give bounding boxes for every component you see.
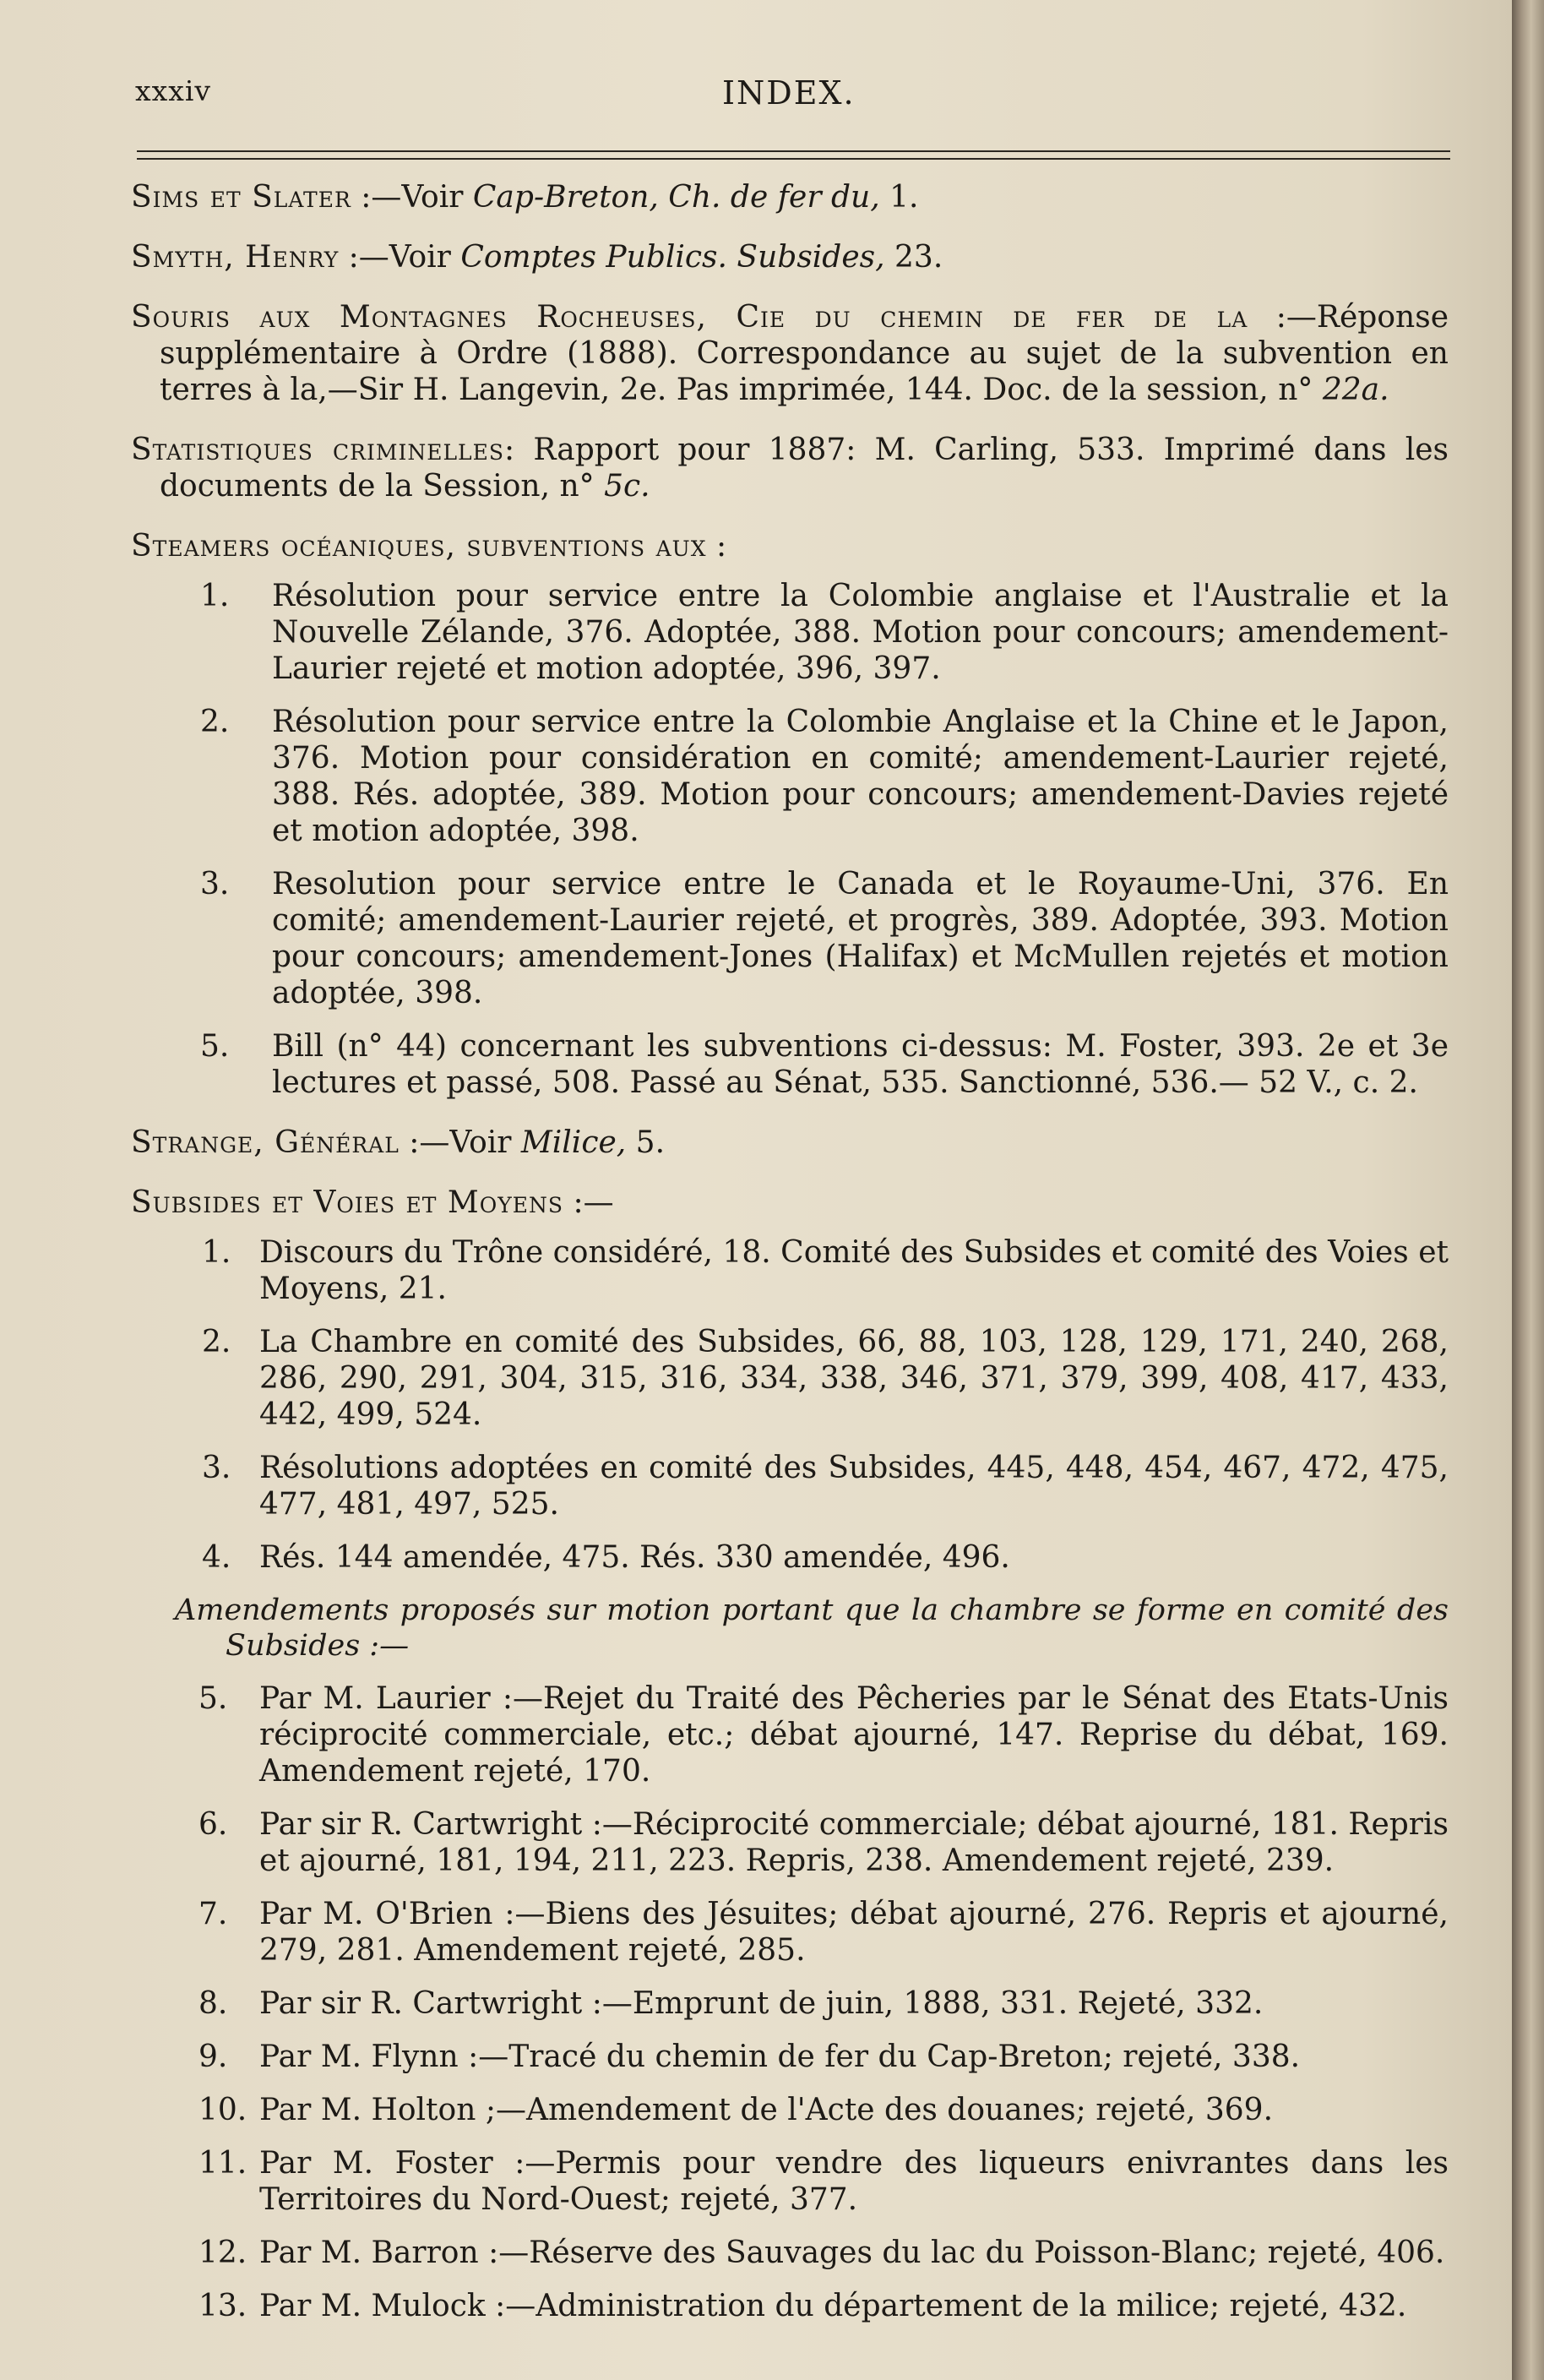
list-item [131, 2039, 1449, 2075]
item-text: Résolutions adoptées en comité des Subsides, 445, 448, 454, 467, 472, 475, 477, 481, 497, 525. [259, 1451, 1449, 1522]
item-number: 8. [198, 1986, 228, 2021]
item-text: Discours du Trône considéré, 18. Comité des Subsides et comité des Voies et Moyens, 21. [259, 1235, 1449, 1306]
list-item [131, 1539, 1449, 1576]
item-text: La Chambre en comité des Subsides, 66, 88, 103, 128, 129, 171, 240, 268, 286, 290, 291, 304, 315, 316, 334, 338, 346, 371, 379, 399, 408, 417, 433, 442, 499, 524. [259, 1325, 1449, 1432]
entry-reference: Comptes Publics. Subsides, [460, 240, 885, 275]
index-entry-subsides [131, 1185, 1449, 1221]
item-number: 1. [200, 579, 230, 613]
item-number: 12. [198, 2236, 247, 2270]
entry-heading: Steamers océaniques, subventions aux [131, 529, 707, 564]
item-number: 2. [200, 705, 230, 739]
entry-separator: : [706, 529, 727, 564]
item-text: Par sir R. Cartwright :—Emprunt de juin, 1888, 331. Rejeté, 332. [259, 1986, 1264, 2021]
item-number: 7. [198, 1897, 228, 1931]
item-text: Par M. O'Brien :—Biens des Jésuites; débat ajourné, 276. Repris et ajourné, 279, 281. Amendement rejeté, 285. [259, 1897, 1449, 1968]
book-spine-edge [1512, 0, 1544, 2380]
list-item [131, 1806, 1449, 1879]
list-item [131, 2235, 1449, 2271]
item-number: 3. [200, 867, 230, 901]
list-item [131, 1680, 1449, 1789]
entry-reference: 22a. [1322, 373, 1389, 407]
entry-tail: 5. [626, 1125, 666, 1160]
item-text: Bill (n° 44) concernant les subventions ci-dessus: M. Foster, 393. 2e et 3e lectures et passé, 508. Passé au Sénat, 535. Sanctionné, 536.— 52 V., c. 2. [272, 1029, 1449, 1100]
item-text: Par M. Foster :—Permis pour vendre des liqueurs enivrantes dans les Territoires du Nord-Ouest; rejeté, 377. [259, 2146, 1449, 2217]
item-text: Résolution pour service entre la Colombie Anglaise et la Chine et le Japon, 376. Motion pour considération en comité; amendement-Laurier rejeté, 388. Rés. adoptée, 389. Motion pour concours; amendement-Davies rejeté et motion adoptée, 398. [272, 705, 1449, 848]
item-number: 1. [202, 1235, 231, 1270]
list-item [131, 2092, 1449, 2128]
list-item [131, 1234, 1449, 1307]
item-number: 4. [202, 1540, 231, 1575]
entry-text: : Rapport pour 1887: M. Carling, 533. Imprimé dans les documents de la Session, n° [160, 433, 1449, 504]
item-text: Par M. Mulock :—Administration du département de la milice; rejeté, 432. [259, 2289, 1407, 2323]
entry-reference: 5c. [604, 469, 650, 504]
list-item [131, 1028, 1449, 1101]
amendments-intro: Amendements proposés sur motion portant que la chambre se forme en comité des Subsides :— [175, 1593, 1449, 1663]
index-entry-sims [131, 179, 1449, 215]
index-entry-smyth [131, 239, 1449, 275]
list-item [131, 1324, 1449, 1433]
index-body [131, 179, 1449, 2341]
list-item [131, 866, 1449, 1011]
index-entry-strange [131, 1125, 1449, 1161]
list-item [131, 704, 1449, 849]
entry-tail: 23. [884, 240, 943, 275]
entry-tail: 1. [879, 180, 919, 215]
entry-reference: Cap-Breton, Ch. de fer du, [472, 180, 880, 215]
entry-heading: Smyth, Henry [131, 240, 340, 275]
running-title: INDEX. [722, 74, 856, 112]
header-double-rule [137, 150, 1450, 160]
entry-reference: Milice, [520, 1125, 627, 1160]
item-text: Resolution pour service entre le Canada et le Royaume-Uni, 376. En comité; amendement-Laurier rejeté, et progrès, 389. Adoptée, 393. Motion pour concours; amendement-Jones (Halifax) et McMullen rejetés et motion adoptée, 398. [272, 867, 1449, 1010]
item-text: Par M. Flynn :—Tracé du chemin de fer du Cap-Breton; rejeté, 338. [259, 2040, 1301, 2074]
index-entry-steamers [131, 528, 1449, 564]
item-number: 3. [202, 1451, 231, 1485]
item-text: Résolution pour service entre la Colombie anglaise et l'Australie et la Nouvelle Zélande, 376. Adoptée, 388. Motion pour concours; amendement-Laurier rejeté et motion adoptée, 396, 397. [272, 579, 1449, 686]
item-number: 2. [202, 1325, 231, 1359]
entry-heading: Strange, Général [131, 1125, 400, 1160]
entry-text: :—Réponse supplémentaire à Ordre (1888). Correspondance au sujet de la subvention en terres à la,—Sir H. Langevin, 2e. Pas imprimée, 144. Doc. de la session, n° [160, 300, 1449, 407]
entry-heading: Subsides et Voies et Moyens [131, 1185, 564, 1220]
item-text: Par M. Holton ;—Amendement de l'Acte des douanes; rejeté, 369. [259, 2093, 1274, 2127]
entry-heading: Sims et Slater [131, 180, 351, 215]
list-item [131, 2145, 1449, 2218]
list-item [131, 1896, 1449, 1969]
item-number: 5. [198, 1681, 228, 1716]
list-item [131, 2288, 1449, 2324]
entry-separator: :—Voir [351, 180, 473, 215]
item-number: 5. [200, 1029, 230, 1064]
item-text: Par sir R. Cartwright :—Réciprocité commerciale; débat ajourné, 181. Repris et ajourné, 181, 194, 211, 223. Repris, 238. Amendement rejeté, 239. [259, 1807, 1449, 1878]
entry-separator: :—Voir [339, 240, 461, 275]
entry-separator: :— [563, 1185, 614, 1220]
item-text: Par M. Barron :—Réserve des Sauvages du lac du Poisson-Blanc; rejeté, 406. [259, 2236, 1445, 2270]
item-number: 10. [198, 2093, 247, 2127]
index-entry-souris [131, 299, 1449, 408]
list-item [131, 1985, 1449, 2022]
index-entry-statistiques [131, 432, 1449, 504]
list-item [131, 578, 1449, 687]
item-number: 13. [198, 2289, 247, 2323]
item-number: 6. [198, 1807, 228, 1842]
entry-heading: Souris aux Montagnes Rocheuses, Cie du chemin de fer de la [131, 300, 1248, 335]
page-number: xxxiv [135, 74, 212, 107]
entry-heading: Statistiques criminelles [131, 433, 505, 467]
item-number: 11. [198, 2146, 247, 2181]
item-text: Rés. 144 amendée, 475. Rés. 330 amendée, 496. [259, 1540, 1010, 1575]
item-text: Par M. Laurier :—Rejet du Traité des Pêcheries par le Sénat des Etats-Unis réciprocité commerciale, etc.; débat ajourné, 147. Reprise du débat, 169. Amendement rejeté, 170. [259, 1681, 1449, 1789]
page-header [135, 74, 1453, 125]
entry-separator: :—Voir [399, 1125, 521, 1160]
item-number: 9. [198, 2040, 228, 2074]
list-item [131, 1450, 1449, 1522]
